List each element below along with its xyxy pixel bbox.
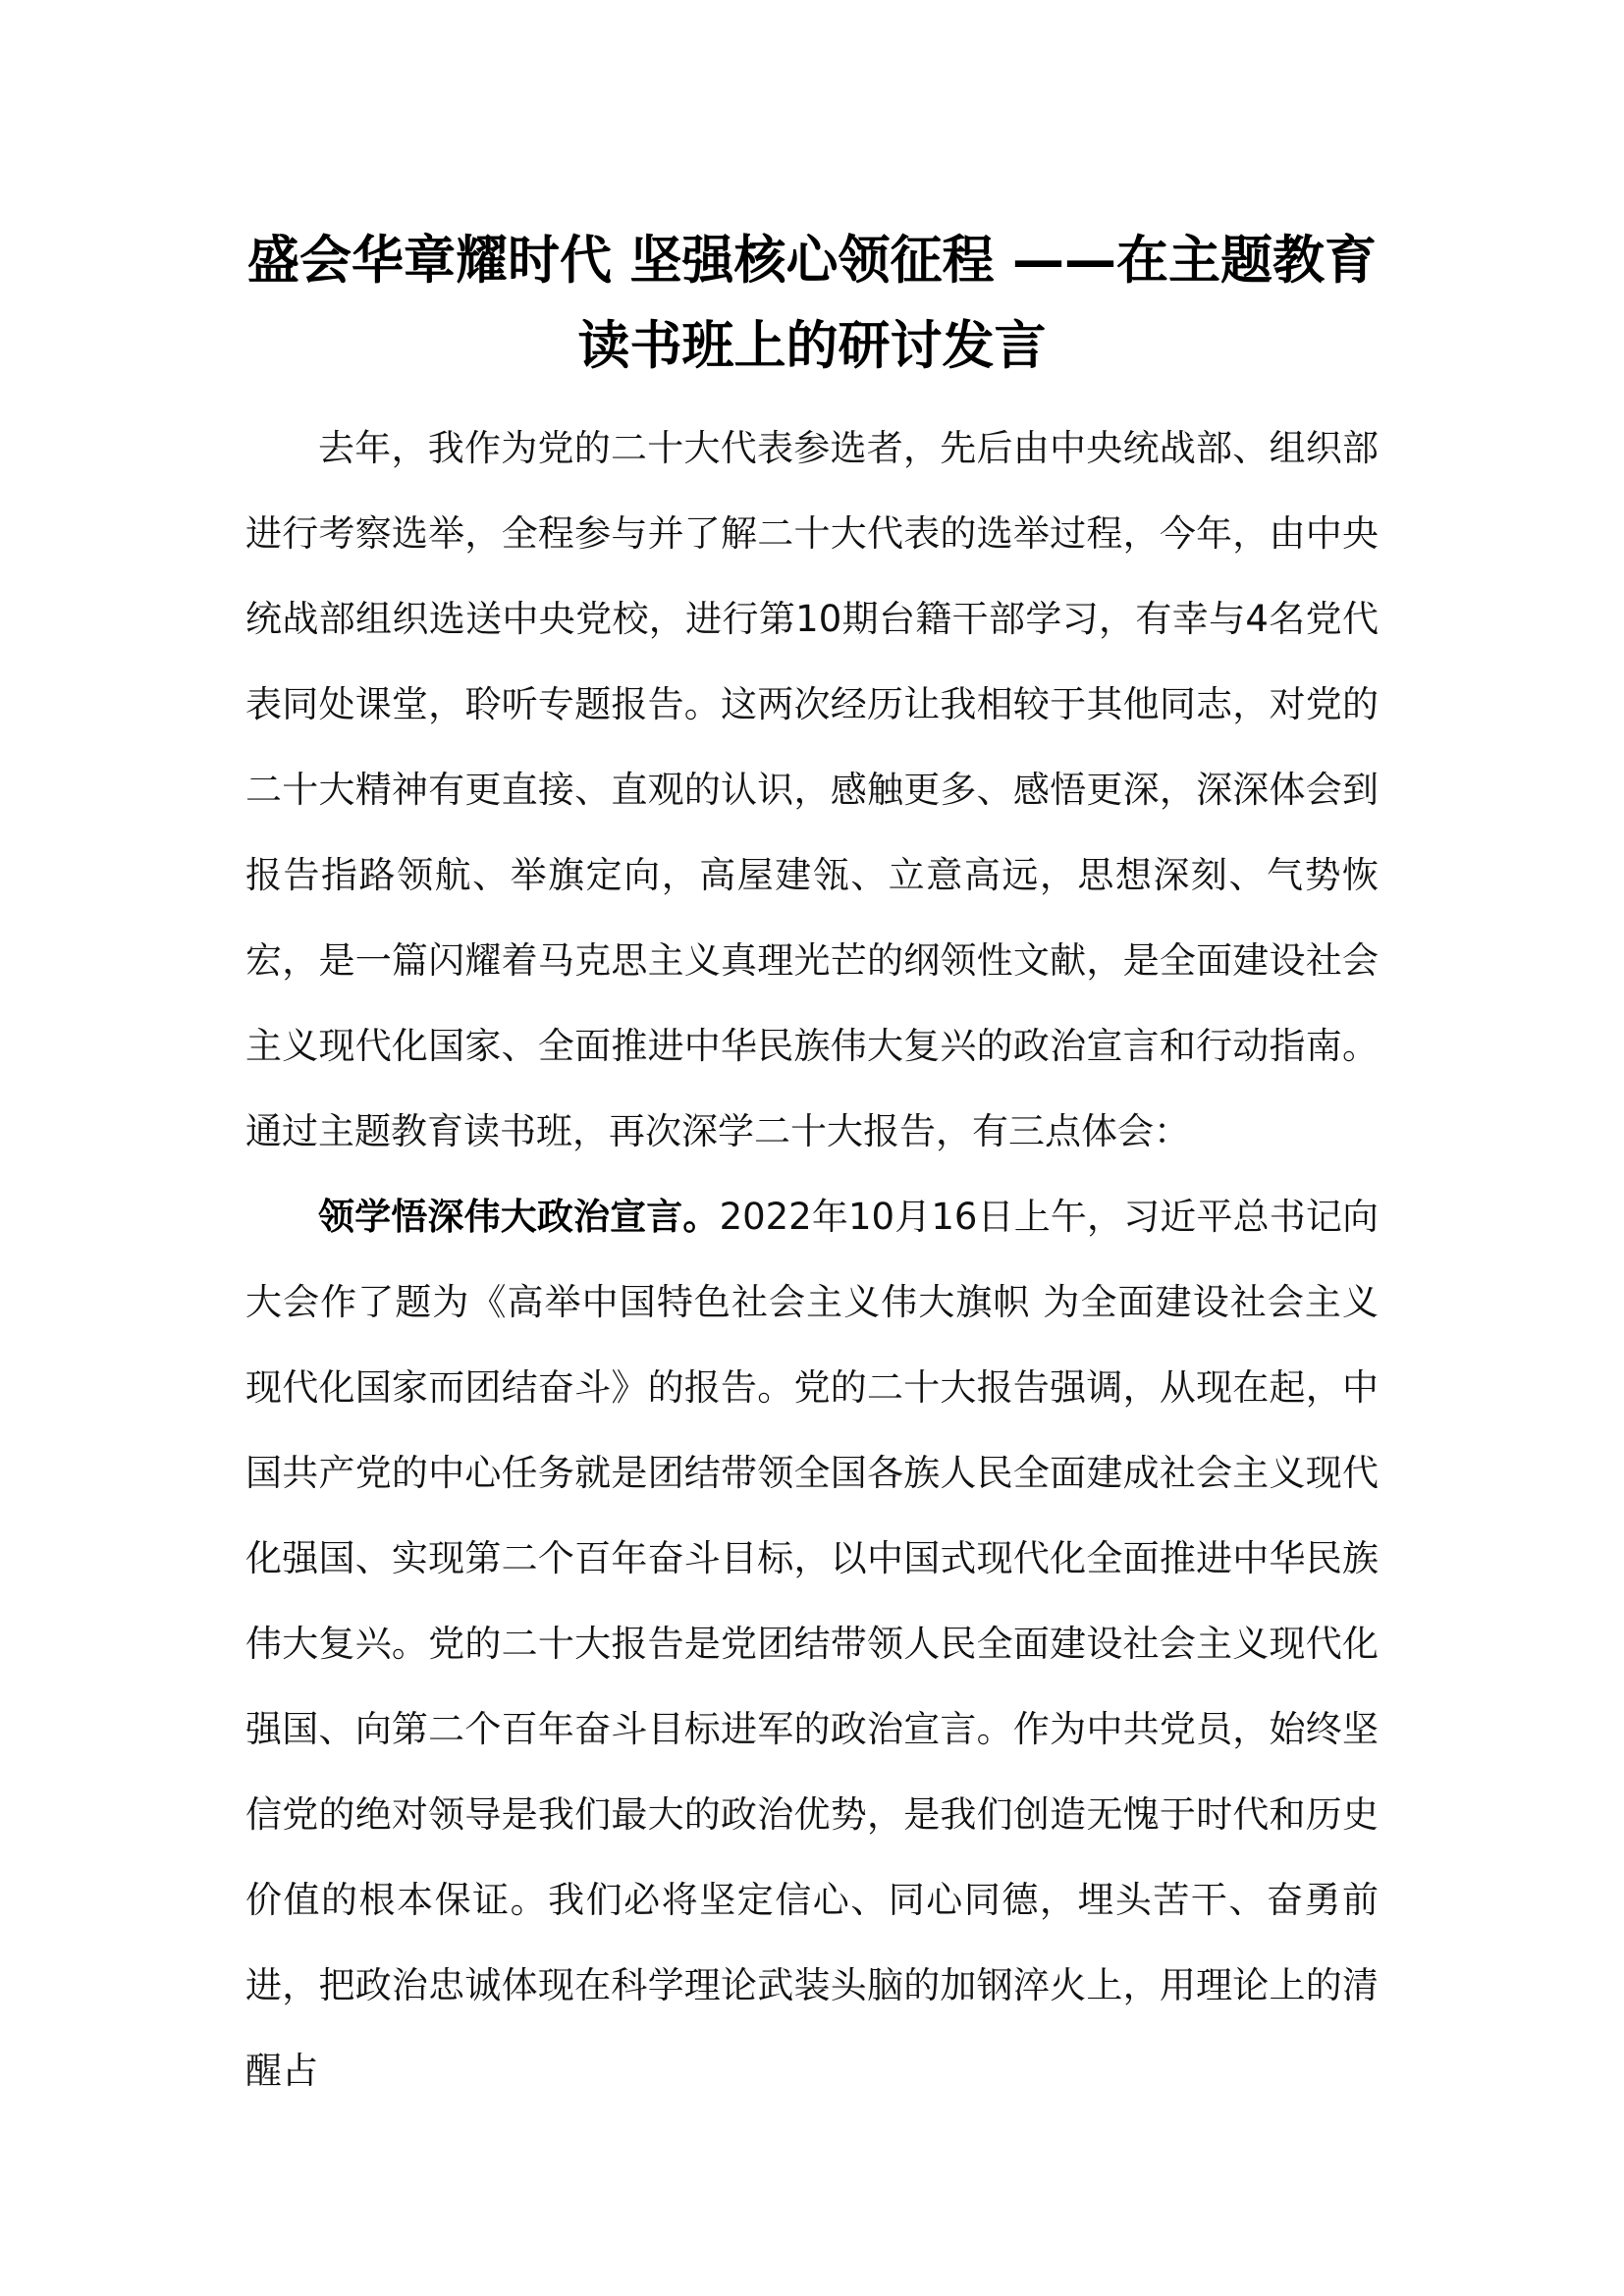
document-title: 盛会华章耀时代 坚强核心领征程 ——在主题教育读书班上的研讨发言: [247, 231, 1377, 376]
paragraph-political-declaration: [245, 1174, 1379, 2113]
paragraph-text: 去年，我作为党的二十大代表参选者，先后由中央统战部、组织部进行考察选举，全程参与并了解二十大代表的选举过程，今年，由中央统战部组织选送中央党校，进行第10期台籍干部学习，有幸与4名党代表同处课堂，聆听专题报告。这两次经历让我相较于其他同志，对党的二十大精神有更直接、直观的认识，感触更多、感悟更深，深深体会到报告指路领航、举旗定向，高屋建瓴、立意高远，思想深刻、气势恢宏，是一篇闪耀着马克思主义真理光芒的纲领性文献，是全面建设社会主义现代化国家、全面推进中华民族伟大复兴的政治宣言和行动指南。通过主题教育读书班，再次深学二十大报告，有三点体会：: [245, 427, 1379, 1152]
paragraph-intro: [245, 405, 1379, 1174]
paragraph-lead: 领学悟深伟大政治宣言。: [318, 1196, 720, 1238]
document-body: [245, 405, 1379, 2113]
paragraph-text: 2022年10月16日上午，习近平总书记向大会作了题为《高举中国特色社会主义伟大旗帜 为全面建设社会主义现代化国家而团结奋斗》的报告。党的二十大报告强调，从现在起，中国共产党的中心任务就是团结带领全国各族人民全面建成社会主义现代化强国、实现第二个百年奋斗目标，以中国式现代化全面推进中华民族伟大复兴。党的二十大报告是党团结带领人民全面建设社会主义现代化强国、向第二个百年奋斗目标进军的政治宣言。作为中共党员，始终坚信党的绝对领导是我们最大的政治优势，是我们创造无愧于时代和历史价值的根本保证。我们必将坚定信心、同心同德，埋头苦干、奋勇前进，把政治忠诚体现在科学理论武装头脑的加钢淬火上，用理论上的清醒占: [245, 1196, 1380, 2092]
